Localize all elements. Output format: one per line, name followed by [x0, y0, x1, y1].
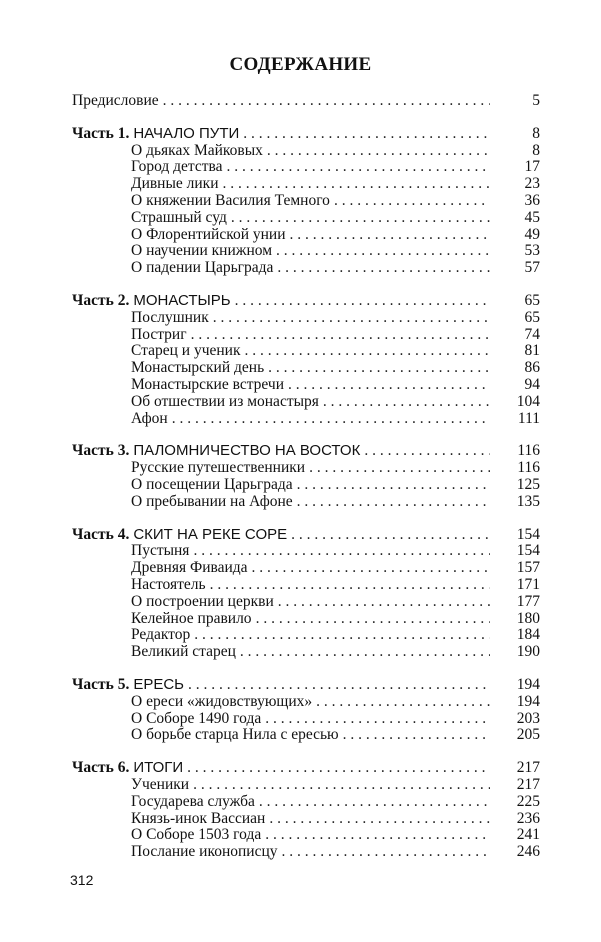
toc-part-5	[72, 676, 540, 693]
dot-leader	[278, 593, 490, 610]
toc-part-3	[72, 442, 540, 459]
part-title: НАЧАЛО ПУТИ	[133, 124, 240, 142]
dot-leader	[282, 843, 490, 860]
toc-entry	[131, 326, 540, 343]
toc-entry	[131, 810, 540, 827]
dot-leader	[235, 292, 490, 309]
page-ref: 8	[532, 124, 540, 142]
toc-entry	[131, 610, 540, 627]
page-ref: 205	[516, 726, 540, 744]
page-number: 312	[70, 872, 94, 888]
entry-title: Ученики	[131, 776, 190, 793]
entry-title: О Соборе 1503 года	[131, 826, 262, 844]
page-ref: 57	[524, 259, 540, 277]
entry-title: О пребывании на Афоне	[131, 492, 293, 510]
entry-title: Монастырские встречи	[131, 376, 285, 393]
part-label: Часть 1.	[72, 124, 130, 142]
page-ref: 241	[516, 826, 540, 844]
page-ref: 171	[516, 576, 540, 593]
page-ref: 194	[516, 676, 540, 693]
toc-entry	[131, 726, 540, 743]
toc-entry	[131, 459, 540, 476]
page-ref: 184	[516, 626, 540, 644]
page-ref: 65	[524, 308, 540, 326]
part-label: Часть 4.	[72, 525, 130, 543]
toc-part-4	[72, 526, 540, 543]
dot-leader	[288, 376, 490, 393]
entry-title: О Флорентийской унии	[131, 225, 286, 243]
page-ref: 217	[516, 776, 540, 793]
toc-entry	[131, 493, 540, 510]
page-ref: 246	[516, 843, 540, 861]
entry-title: Русские путешественники	[131, 459, 306, 477]
dot-leader	[240, 643, 490, 660]
entry-title: О посещении Царьграда	[131, 476, 293, 493]
toc-entry	[131, 693, 540, 710]
toc-entry	[131, 209, 540, 226]
page-ref: 81	[524, 342, 540, 360]
toc-entry	[131, 542, 540, 559]
dot-leader	[245, 342, 491, 359]
dot-leader	[343, 726, 490, 743]
toc-entry	[131, 192, 540, 209]
dot-leader	[213, 309, 490, 326]
page-ref: 154	[516, 542, 540, 560]
page-ref: 135	[516, 492, 540, 510]
dot-leader	[163, 92, 490, 109]
page-ref: 65	[524, 292, 540, 309]
dot-leader	[231, 209, 490, 226]
toc-entry	[131, 393, 540, 410]
dot-leader	[297, 493, 490, 510]
toc-entry	[131, 626, 540, 643]
dot-leader	[172, 410, 490, 427]
page-ref: 225	[516, 792, 540, 810]
toc-entry	[131, 576, 540, 593]
toc-part-1	[72, 125, 540, 142]
page-ref: 180	[516, 609, 540, 627]
dot-leader	[276, 242, 490, 259]
toc-entry	[131, 559, 540, 576]
dot-leader	[323, 393, 490, 410]
part-label: Часть 6.	[72, 759, 130, 777]
toc-part-6	[72, 759, 540, 776]
toc-entry	[131, 309, 540, 326]
entry-title: Афон	[131, 409, 168, 427]
entry-title: Монастырский день	[131, 359, 265, 377]
entry-title: Послушник	[131, 308, 209, 326]
entry-title: О падении Царьграда	[131, 259, 274, 277]
entry-title: Великий старец	[131, 643, 236, 661]
part-title: ПАЛОМНИЧЕСТВО НА ВОСТОК	[133, 442, 361, 460]
page-ref: 49	[524, 225, 540, 243]
page-ref: 104	[516, 392, 540, 410]
page-ref: 8	[532, 141, 540, 159]
entry-title: Об отшествии из монастыря	[131, 392, 319, 410]
dot-leader	[297, 476, 490, 493]
entry-title: Пустыня	[131, 542, 190, 560]
entry-title: О княжении Василия Темного	[131, 192, 330, 209]
part-label: Часть 3.	[72, 442, 130, 460]
dot-leader	[193, 776, 490, 793]
dot-leader	[290, 226, 491, 243]
page-ref: 177	[516, 592, 540, 610]
page-title: СОДЕРЖАНИЕ	[229, 54, 372, 75]
dot-leader	[267, 142, 490, 159]
page-ref: 74	[524, 325, 540, 343]
page-ref: 203	[516, 709, 540, 727]
entry-title: Государева служба	[131, 792, 255, 810]
page-ref: 94	[524, 376, 540, 393]
toc-entry	[131, 776, 540, 793]
page-ref: 125	[516, 476, 540, 493]
entry-title: О научении книжном	[131, 242, 273, 260]
dot-leader	[259, 793, 490, 810]
toc-entry	[131, 175, 540, 192]
toc-entry	[131, 710, 540, 727]
toc-entry	[131, 793, 540, 810]
dot-leader	[316, 693, 490, 710]
dot-leader	[223, 175, 490, 192]
page-ref: 53	[524, 242, 540, 260]
page-ref: 23	[524, 175, 540, 193]
part-title: ЕРЕСЬ	[133, 676, 185, 693]
dot-leader	[265, 826, 490, 843]
dot-leader	[227, 158, 490, 175]
page-ref: 17	[524, 158, 540, 176]
toc-entry	[131, 410, 540, 427]
toc-entry	[131, 158, 540, 175]
entry-title: Послание иконописцу	[131, 843, 278, 861]
entry-title: Князь-инок Вассиан	[131, 809, 266, 827]
entry-title: Город детства	[131, 158, 223, 176]
page-ref: 190	[516, 643, 540, 661]
dot-leader	[309, 459, 490, 476]
dot-leader	[256, 610, 490, 627]
toc-entry	[131, 843, 540, 860]
dot-leader	[277, 259, 490, 276]
toc-entry	[131, 376, 540, 393]
toc-part-2	[72, 292, 540, 309]
entry-title: О ереси «жидовствующих»	[131, 692, 313, 710]
entry-title: Келейное правило	[131, 609, 252, 627]
dot-leader	[334, 192, 490, 209]
toc-entry	[131, 643, 540, 660]
page-ref: 86	[524, 359, 540, 377]
dot-leader	[252, 559, 490, 576]
dot-leader	[364, 442, 490, 459]
page-ref: 154	[516, 525, 540, 543]
page-ref: 45	[524, 208, 540, 226]
dot-leader	[265, 710, 490, 727]
page-ref: 36	[524, 192, 540, 209]
toc-entry	[131, 476, 540, 493]
toc-entry-preface	[72, 92, 540, 109]
toc-entry	[131, 259, 540, 276]
page-ref: 116	[517, 459, 540, 477]
dot-leader	[188, 676, 490, 693]
page-ref: 116	[517, 442, 540, 460]
entry-title: Редактор	[131, 626, 191, 644]
entry-title: Предисловие	[72, 92, 159, 109]
entry-title: О построении церкви	[131, 592, 274, 610]
dot-leader	[269, 810, 490, 827]
entry-title: О дьяках Майковых	[131, 141, 263, 159]
page-ref: 217	[516, 759, 540, 777]
entry-title: Древняя Фиваида	[131, 559, 248, 577]
toc-entry	[131, 826, 540, 843]
page-ref: 111	[517, 409, 540, 427]
page-ref: 5	[532, 92, 540, 109]
entry-title: О борьбе старца Нила с ересью	[131, 726, 339, 744]
part-title: МОНАСТЫРЬ	[133, 292, 231, 309]
entry-title: Дивные лики	[131, 175, 219, 193]
toc-entry	[131, 342, 540, 359]
entry-title: Настоятель	[131, 576, 206, 593]
toc-entry	[131, 226, 540, 243]
dot-leader	[191, 326, 490, 343]
page-ref: 157	[516, 559, 540, 577]
entry-title: Страшный суд	[131, 208, 227, 226]
entry-title: Постриг	[131, 325, 187, 343]
dot-leader	[268, 359, 490, 376]
part-title: СКИТ НА РЕКЕ СОРЕ	[133, 525, 288, 543]
toc-entry	[131, 593, 540, 610]
part-title: ИТОГИ	[133, 759, 184, 777]
dot-leader	[187, 759, 490, 776]
dot-leader	[210, 576, 490, 593]
dot-leader	[243, 125, 490, 142]
part-label: Часть 2.	[72, 292, 130, 309]
page-ref: 236	[516, 809, 540, 827]
toc-entry	[131, 242, 540, 259]
dot-leader	[193, 542, 490, 559]
toc-entry	[131, 359, 540, 376]
part-label: Часть 5.	[72, 676, 130, 693]
entry-title: О Соборе 1490 года	[131, 709, 262, 727]
toc-entry	[131, 142, 540, 159]
dot-leader	[194, 626, 490, 643]
dot-leader	[291, 526, 490, 543]
entry-title: Старец и ученик	[131, 342, 241, 360]
page-ref: 194	[516, 692, 540, 710]
